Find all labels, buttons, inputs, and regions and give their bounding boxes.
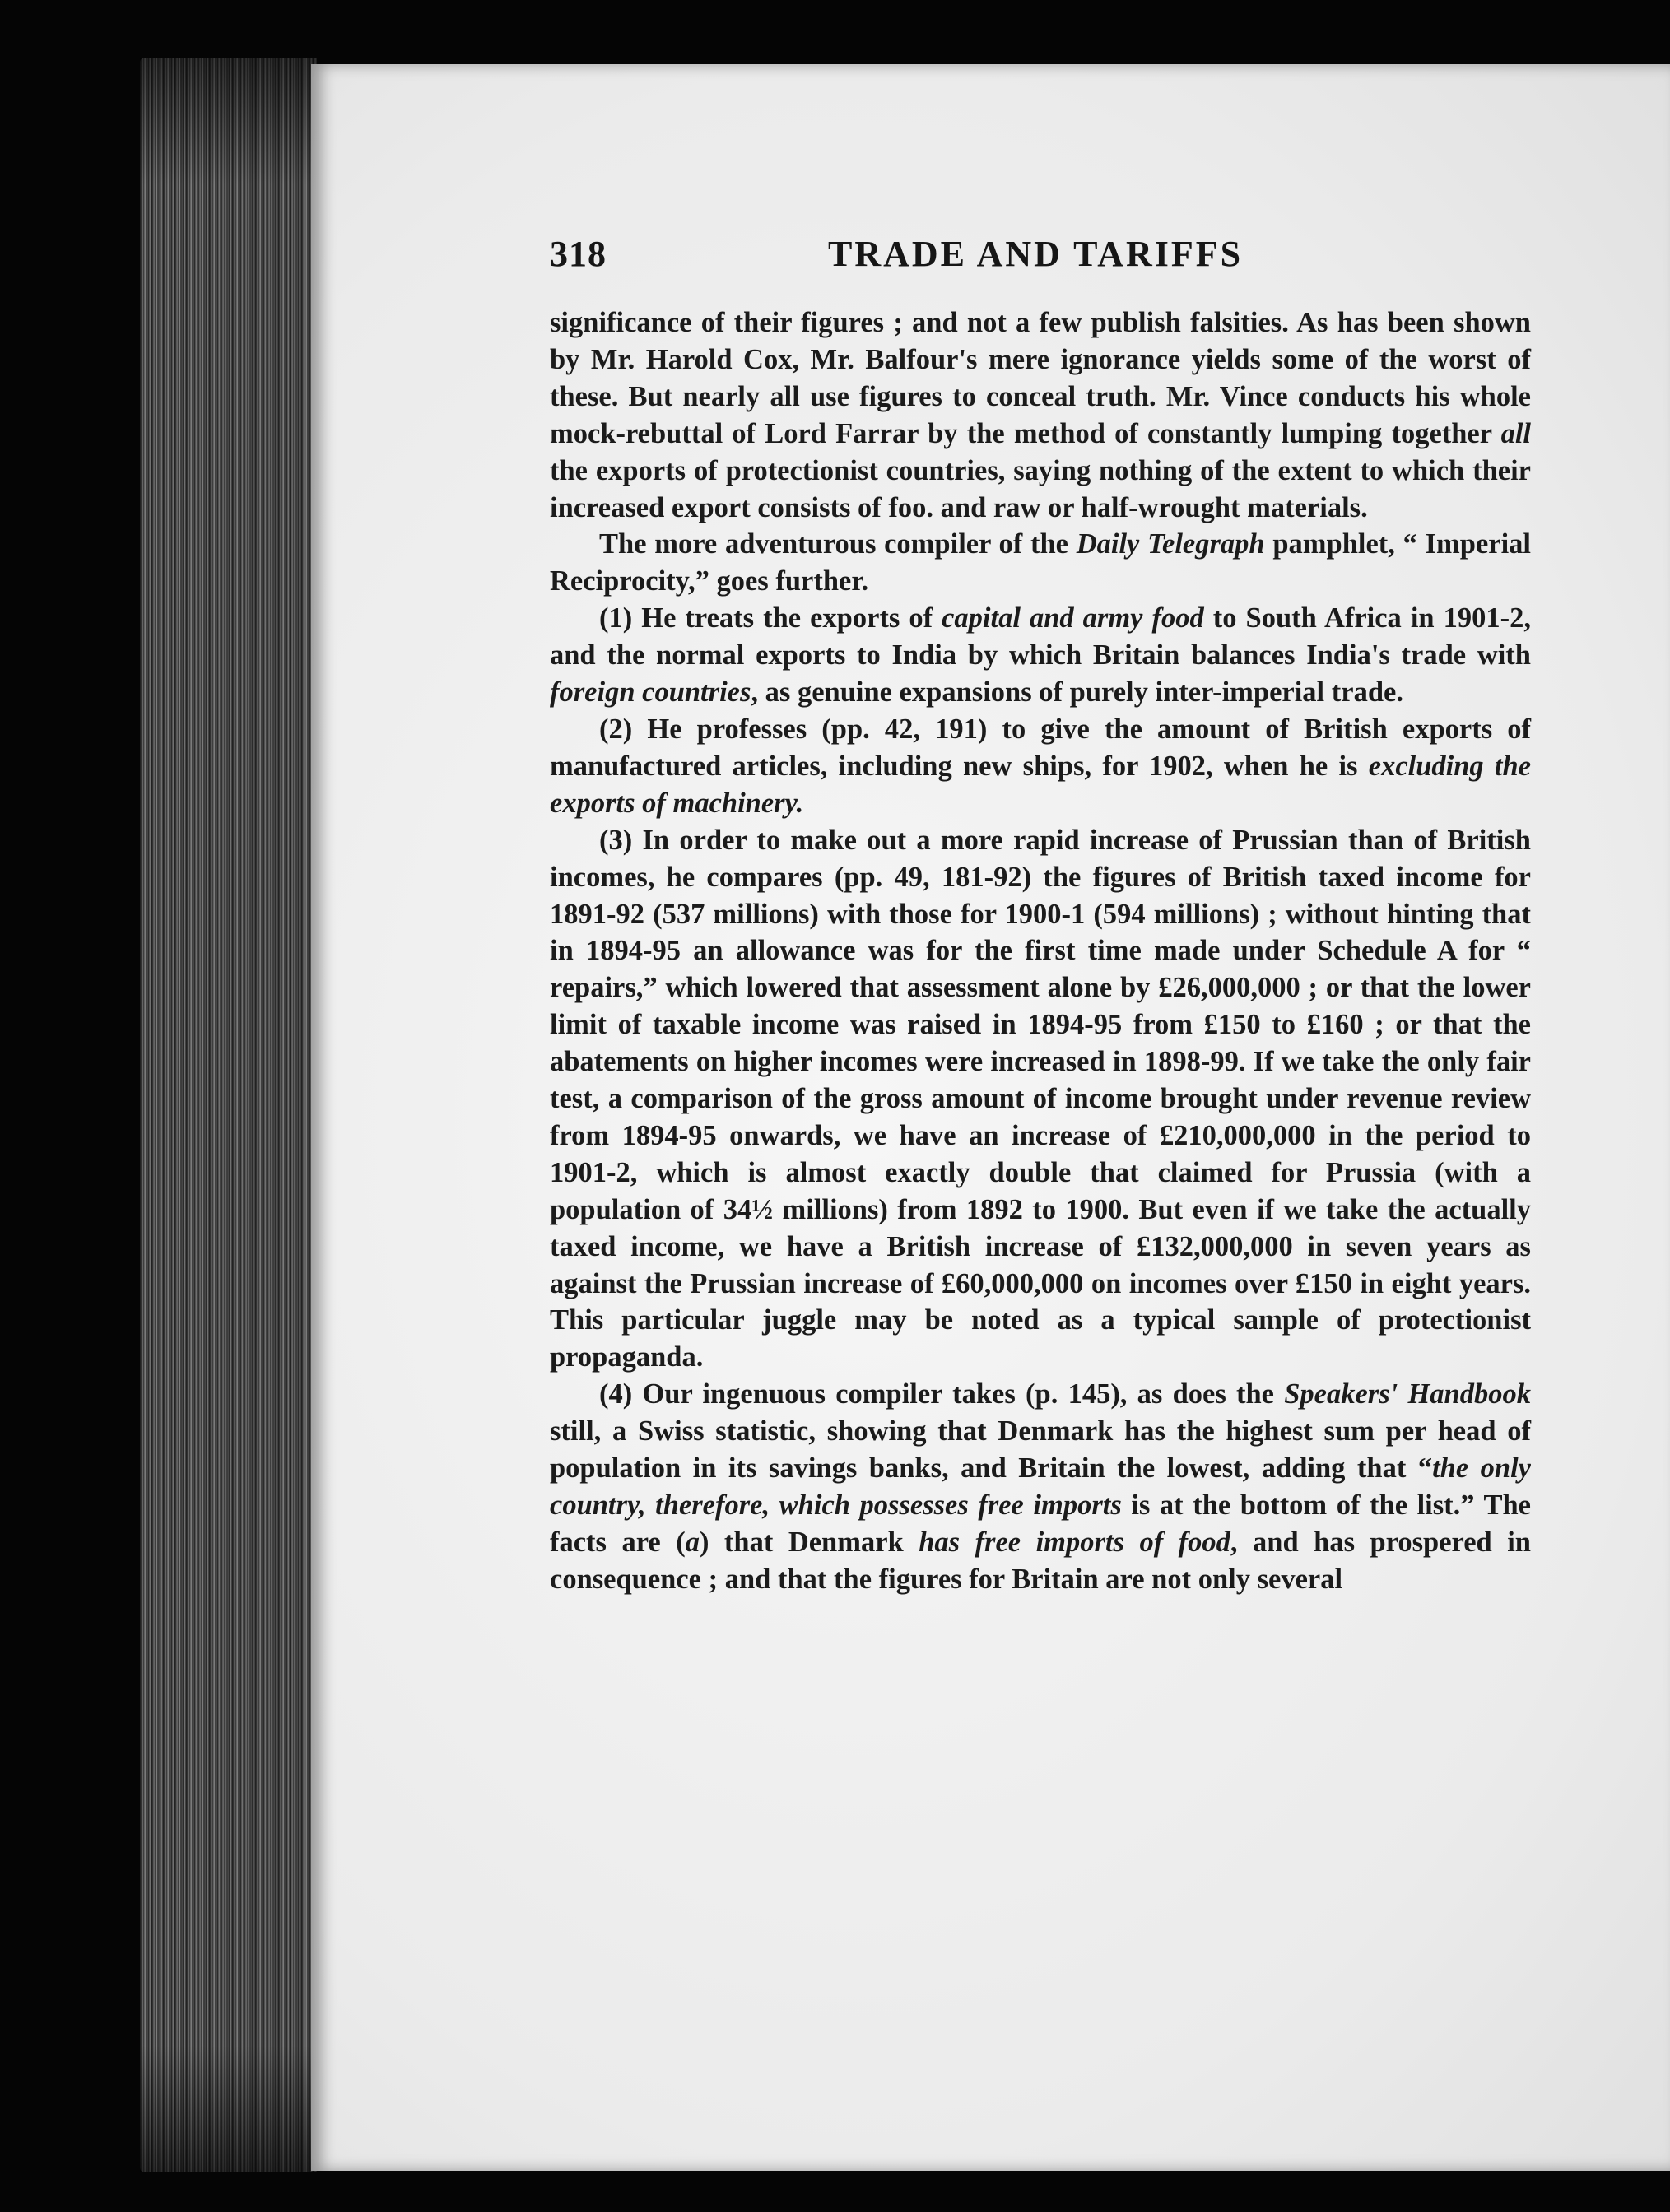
text-run: (2) He professes (pp. 42, 191) to give the amount of British exports of manufactured articles, including new ships, for 1902, when he is bbox=[550, 713, 1531, 782]
text-run: (3) In order to make out a more rapid increase of Prussian than of British incomes, he compares (pp. 49, 181-92) the figures of British taxed income for 1891-92 (537 millions) with those for 1900-1 (594 millions) ; without hinting that in 1894-95 an allowance was for the first time made under Schedule A for “ repairs,” which lowered that assessment alone by £26,000,000 ; or that the lower limit of taxable income was raised in 1894-95 from £150 to £160 ; or that the abatements on higher incomes were increased in 1898-99. If we take the only fair test, a comparison of the gross amount of income brought under revenue review from 1894-95 onwards, we have an increase of £210,000,000 in the period to 1901-2, which is almost exactly double that claimed for Prussia (with a population of 34½ millions) from 1892 to 1900. But even if we take the actually taxed income, we have a British increase of £132,000,000 in seven years as against the Prussian increase of £60,000,000 on incomes over £150 in eight years. This particular juggle may be noted as a typical sample of protectionist propaganda. bbox=[550, 824, 1531, 1373]
italic-text: foreign countries bbox=[550, 676, 751, 709]
book-page-edges bbox=[140, 58, 317, 2172]
text-run: still, a Swiss statistic, showing that Denmark has the highest sum per head of population in its savings banks, and Britain the lowest, adding that “ bbox=[550, 1415, 1531, 1485]
paragraph bbox=[550, 526, 1531, 600]
italic-text: has free imports of food bbox=[919, 1526, 1230, 1558]
text-run: the exports of protectionist countries, saying nothing of the extent to which their increased export consists of foo. and raw or half-wrought materials. bbox=[550, 454, 1531, 523]
italic-text: a bbox=[685, 1526, 700, 1558]
book-page bbox=[311, 64, 1670, 2171]
text-run: to South Africa in 1901-2, and the normal exports to India by which Britain balances India's trade with bbox=[550, 602, 1531, 672]
paragraph bbox=[550, 600, 1531, 711]
text-run: (1) He treats the exports of bbox=[599, 602, 942, 634]
text-run: , as genuine expansions of purely inter-imperial trade. bbox=[751, 676, 1403, 709]
text-run: ) that Denmark bbox=[699, 1526, 919, 1558]
text-run: significance of their figures ; and not a few publish falsities. As has been shown by Mr. Harold Cox, Mr. Balfour's mere ignorance yields some of the worst of these. But nearly all use figures to conceal truth. Mr. Vince conducts his whole mock-rebuttal of Lord Farrar by the method of constantly lumping together bbox=[550, 307, 1531, 449]
running-head bbox=[550, 233, 1537, 282]
italic-text: excluding the exports of machinery. bbox=[550, 750, 1532, 819]
page-title: TRADE AND TARIFFS bbox=[828, 234, 1244, 274]
italic-text: Daily Telegraph bbox=[1076, 528, 1265, 560]
page-number: 318 bbox=[550, 234, 607, 274]
text-run: , and has prospered in consequence ; and that the figures for Britain are not only several bbox=[550, 1526, 1531, 1595]
italic-text: capital and army food bbox=[942, 602, 1204, 634]
italic-text: all bbox=[1500, 417, 1531, 449]
paragraph bbox=[550, 822, 1531, 1377]
italic-text: Speakers' Handbook bbox=[1284, 1378, 1531, 1410]
paragraph bbox=[550, 711, 1531, 822]
text-run: pamphlet, “ Imperial Reciprocity,” goes further. bbox=[550, 528, 1532, 597]
text-run: The more adventurous compiler of the bbox=[599, 528, 1077, 560]
paragraph bbox=[550, 1376, 1531, 1597]
paragraph bbox=[550, 304, 1531, 526]
text-run: is at the bottom of the list.” The facts are ( bbox=[550, 1489, 1531, 1558]
body-text bbox=[550, 304, 1531, 1598]
italic-text: the only country, therefore, which possesses free imports bbox=[550, 1452, 1531, 1521]
text-run: (4) Our ingenuous compiler takes (p. 145), as does the bbox=[599, 1378, 1285, 1410]
